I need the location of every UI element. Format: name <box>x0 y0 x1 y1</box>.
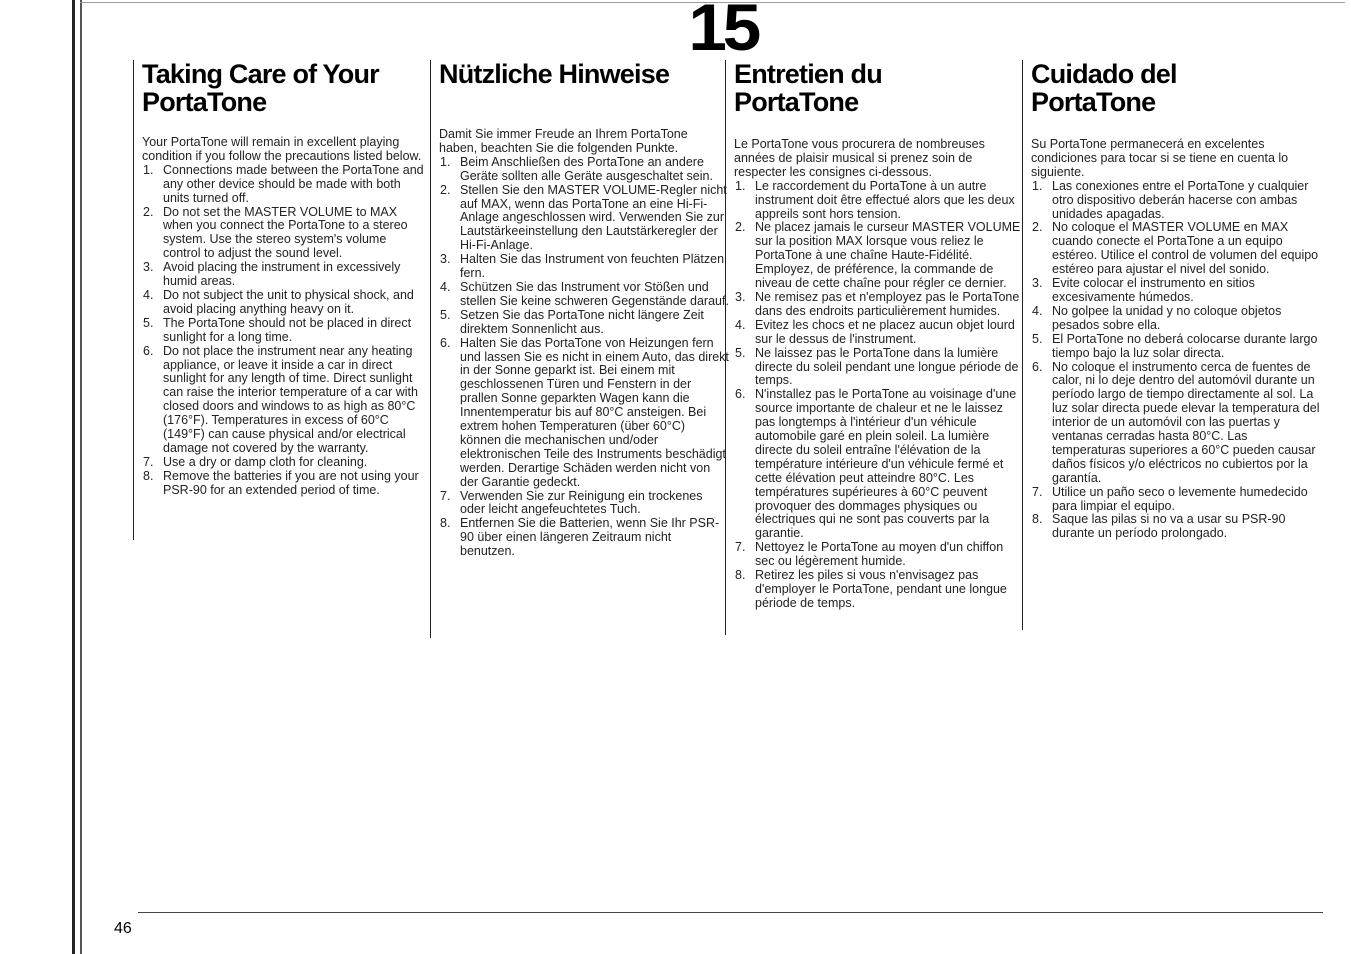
title-line-1: Cuidado del <box>1031 59 1177 89</box>
list-item <box>1031 277 1321 305</box>
list-item <box>734 388 1022 541</box>
list-item-text: Ne laissez pas le PortaTone dans la lumière directe du soleil pendant une longue période de temps. <box>755 345 1019 388</box>
list-item-number: 7. <box>1032 484 1043 499</box>
list-item-number: 5. <box>440 307 451 322</box>
list-item-text: Verwenden Sie zur Reinigung ein trockenes oder leicht angefeuchtetes Tuch. <box>460 488 703 517</box>
list-item <box>439 490 729 518</box>
list-item <box>142 289 424 317</box>
list-item-text: Saque las pilas si no va a usar su PSR-90 durante un período prolongado. <box>1052 512 1286 541</box>
list-item-text: No coloque el instrumento cerca de fuentes de calor, ni lo deje dentro del automóvil durante un período largo de tiempo directamente al sol. La luz solar directa puede elevar la temperatura del interior de un automóvil con las puertas y ventanas cerradas hasta 80°C. Las temperaturas superiores a 60°C pueden causar daños físicos y/o eléctricos no cubiertos por la garantía. <box>1052 359 1320 485</box>
title-line-2: PortaTone <box>734 87 859 117</box>
list-item-text: Las conexiones entre el PortaTone y cualquier otro dispositivo deberán hacerse con ambas unidades apagadas. <box>1052 178 1309 221</box>
list-item-number: 8. <box>440 516 451 531</box>
column-english <box>133 60 424 540</box>
list-item-text: Avoid placing the instrument in excessively humid areas. <box>163 260 401 289</box>
column-german <box>430 60 729 638</box>
list-item-text: Nettoyez le PortaTone au moyen d'un chiffon sec ou légèrement humide. <box>755 540 1004 569</box>
title-line-1: Taking Care of Your <box>142 59 379 89</box>
list-item-text: Stellen Sie den MASTER VOLUME-Regler nicht auf MAX, wenn das PortaTone an eine Hi-Fi-Anlage angeschlossen wird. Verwenden Sie zur Lautstärkeeinstellung den Lautstärkeregler der Hi-Fi-Anlage. <box>460 182 727 253</box>
list-item <box>1031 180 1321 222</box>
list-item <box>1031 361 1321 486</box>
precaution-list <box>142 164 424 498</box>
list-item-text: Ne remisez pas et n'employez pas le PortaTone dans des endroits particulièrement humides. <box>755 289 1020 318</box>
list-item-number: 6. <box>735 387 746 402</box>
list-item <box>142 206 424 262</box>
list-item-text: Do not subject the unit to physical shock, and avoid placing anything heavy on it. <box>163 287 414 316</box>
list-item-number: 2. <box>735 220 746 235</box>
list-item-number: 5. <box>1032 331 1043 346</box>
list-item <box>142 345 424 456</box>
list-item <box>1031 333 1321 361</box>
list-item <box>439 517 729 559</box>
intro-paragraph: Damit Sie immer Freude an Ihrem PortaTone haben, beachten Sie die folgenden Punkte. <box>439 127 688 155</box>
list-item-number: 4. <box>1032 303 1043 318</box>
binding-edge-inner <box>80 0 82 954</box>
list-item-text: Retirez les piles si vous n'envisagez pas d'employer le PortaTone, pendant une longue période de temps. <box>755 568 1007 610</box>
column-spanish <box>1022 60 1321 630</box>
column-title-german <box>439 60 729 88</box>
column-title-spanish <box>1031 60 1321 116</box>
precaution-list <box>439 156 729 559</box>
list-item <box>439 309 729 337</box>
list-item-number: 1. <box>143 162 154 177</box>
list-item <box>1031 486 1321 514</box>
list-item <box>734 180 1022 222</box>
list-item-text: Use a dry or damp cloth for cleaning. <box>163 454 368 469</box>
list-item-number: 1. <box>735 178 746 193</box>
title-line-1: Nützliche Hinweise <box>439 59 670 89</box>
list-item-text: No golpee la unidad y no coloque objetos pesados sobre ella. <box>1052 303 1282 332</box>
list-item-text: Do not place the instrument near any heating appliance, or leave it inside a car in direct sunlight for any length of time. Direct sunlight can raise the interior temperature of a car with closed doors and windows to as high as 80°C (176°F). Temperatures in excess of 60°C (149°F) can cause physical and/or electrical damage not covered by the warranty. <box>163 343 418 455</box>
list-item <box>734 291 1022 319</box>
list-item-text: Halten Sie das Instrument von feuchten Plätzen fern. <box>460 252 725 281</box>
intro-paragraph: Le PortaTone vous procurera de nombreuses années de plaisir musical si prenez soin de respecter les consignes ci-dessous. <box>734 137 985 179</box>
list-item-number: 8. <box>735 568 746 583</box>
list-item-text: Ne placez jamais le curseur MASTER VOLUME sur la position MAX lorsque vous reliez le PortaTone à une chaîne Haute-Fidélité. Employez, de préférence, la commande de niveau de cette chaîne pour régler ce dernier. <box>755 220 1021 291</box>
list-item-number: 8. <box>143 468 154 483</box>
list-item <box>734 221 1022 291</box>
list-item-number: 6. <box>440 335 451 350</box>
binding-edge <box>72 0 75 954</box>
column-title-french <box>734 60 1022 116</box>
list-item <box>142 317 424 345</box>
list-item <box>1031 221 1321 277</box>
list-item-text: Schützen Sie das Instrument vor Stößen und stellen Sie keine schweren Gegenstände darauf. <box>460 279 729 308</box>
list-item <box>439 281 729 309</box>
list-item-number: 6. <box>1032 359 1043 374</box>
intro-paragraph: Su PortaTone permanecerá en excelentes condiciones para tocar si se tiene en cuenta lo siguiente. <box>1031 137 1289 179</box>
list-item <box>734 541 1022 569</box>
column-title-english <box>142 60 424 116</box>
list-item <box>142 164 424 206</box>
list-item-text: Do not set the MASTER VOLUME to MAX when you connect the PortaTone to a stereo system. Use the stereo system's volume control to adjust the sound level. <box>163 204 408 261</box>
list-item <box>439 156 729 184</box>
list-item <box>439 337 729 490</box>
list-item-text: Evite colocar el instrumento en sitios excesivamente húmedos. <box>1052 276 1255 304</box>
list-item-number: 4. <box>143 287 154 302</box>
list-item <box>734 569 1022 611</box>
list-item-number: 3. <box>143 260 154 275</box>
list-item-number: 5. <box>735 345 746 360</box>
list-item-number: 2. <box>440 182 451 197</box>
list-item-number: 3. <box>735 289 746 304</box>
list-item-text: The PortaTone should not be placed in direct sunlight for a long time. <box>163 315 412 344</box>
list-item-text: Beim Anschließen des PortaTone an andere Geräte sollten alle Geräte ausgeschaltet sein. <box>460 154 713 183</box>
list-item <box>439 253 729 281</box>
list-item-number: 4. <box>440 279 451 294</box>
list-item-text: Remove the batteries if you are not using your PSR-90 for an extended period of time. <box>163 468 419 497</box>
list-item <box>439 184 729 254</box>
precaution-list <box>1031 180 1321 542</box>
list-item-number: 5. <box>143 315 154 330</box>
column-french <box>725 60 1022 635</box>
title-line-2: PortaTone <box>1031 87 1156 117</box>
list-item-number: 2. <box>1032 220 1043 235</box>
list-item-text: Entfernen Sie die Batterien, wenn Sie Ihr PSR-90 über einen längeren Zeitraum nicht benutzen. <box>460 516 720 559</box>
list-item <box>1031 305 1321 333</box>
section-number: 15 <box>688 0 758 64</box>
list-item-number: 7. <box>735 540 746 555</box>
list-item-text: Evitez les chocs et ne placez aucun objet lourd sur le dessus de l'instrument. <box>755 317 1015 346</box>
list-item-number: 8. <box>1032 512 1043 527</box>
list-item-text: Setzen Sie das PortaTone nicht längere Zeit direktem Sonnenlicht aus. <box>460 307 704 336</box>
list-item-text: Le raccordement du PortaTone à un autre instrument doit être effectué alors que les deux appreils sont hors tension. <box>755 178 1015 221</box>
page-number: 46 <box>114 920 132 937</box>
list-item-number: 3. <box>1032 276 1043 291</box>
title-line-2: PortaTone <box>142 87 267 117</box>
list-item-text: Connections made between the PortaTone and any other device should be made with both units turned off. <box>163 162 424 205</box>
list-item-number: 1. <box>1032 178 1043 193</box>
list-item-number: 4. <box>735 317 746 332</box>
list-item-number: 6. <box>143 343 154 358</box>
list-item <box>734 347 1022 389</box>
precaution-list <box>734 180 1022 611</box>
list-item-text: El PortaTone no deberá colocarse durante largo tiempo bajo la luz solar directa. <box>1052 331 1318 360</box>
list-item <box>142 456 424 470</box>
list-item-number: 1. <box>440 154 451 169</box>
list-item-number: 2. <box>143 204 154 219</box>
list-item-number: 7. <box>143 454 154 469</box>
list-item <box>142 261 424 289</box>
intro-paragraph: Your PortaTone will remain in excellent playing condition if you follow the precautions listed below. <box>142 135 422 163</box>
title-line-1: Entretien du <box>734 59 882 89</box>
list-item <box>734 319 1022 347</box>
footer-rule <box>138 912 1323 913</box>
list-item-text: Halten Sie das PortaTone von Heizungen fern und lassen Sie es nicht in einem Auto, das direkt in der Sonne geparkt ist. Bei einem mit geschlossenen Türen und Fenstern in der prallen Sonne geparkten Wagen kann die Innentemperatur bis auf 80°C ansteigen. Bei extrem hohen Temperaturen (über 60°C) können die mechanischen und/oder elektronischen Teile des Instruments beschädigt werden. Derartige Schäden werden nicht von der Garantie gedeckt. <box>460 335 729 489</box>
list-item <box>142 470 424 498</box>
list-item-number: 3. <box>440 252 451 267</box>
list-item-text: No coloque el MASTER VOLUME en MAX cuando conecte el PortaTone a un equipo estéreo. Utilice el control de volumen del equipo estéreo para ajustar el nivel del sonido. <box>1052 220 1319 277</box>
list-item-text: N'installez pas le PortaTone au voisinage d'une source importante de chaleur et ne le laissez pas longtemps à l'intérieur d'un véhicule automobile garé en plein soleil. La lumière directe du soleil entraîne l'élévation de la température intérieure d'un véhicule fermé et cette élévation peut atteindre 80°C. Les températures supérieures à 60°C peuvent provoquer des dommages physiques ou électriques qui ne sont pas couverts par la garantie. <box>755 387 1017 541</box>
list-item-text: Utilice un paño seco o levemente humedecido para limpiar el equipo. <box>1052 484 1308 513</box>
list-item <box>1031 513 1321 541</box>
list-item-number: 7. <box>440 488 451 503</box>
